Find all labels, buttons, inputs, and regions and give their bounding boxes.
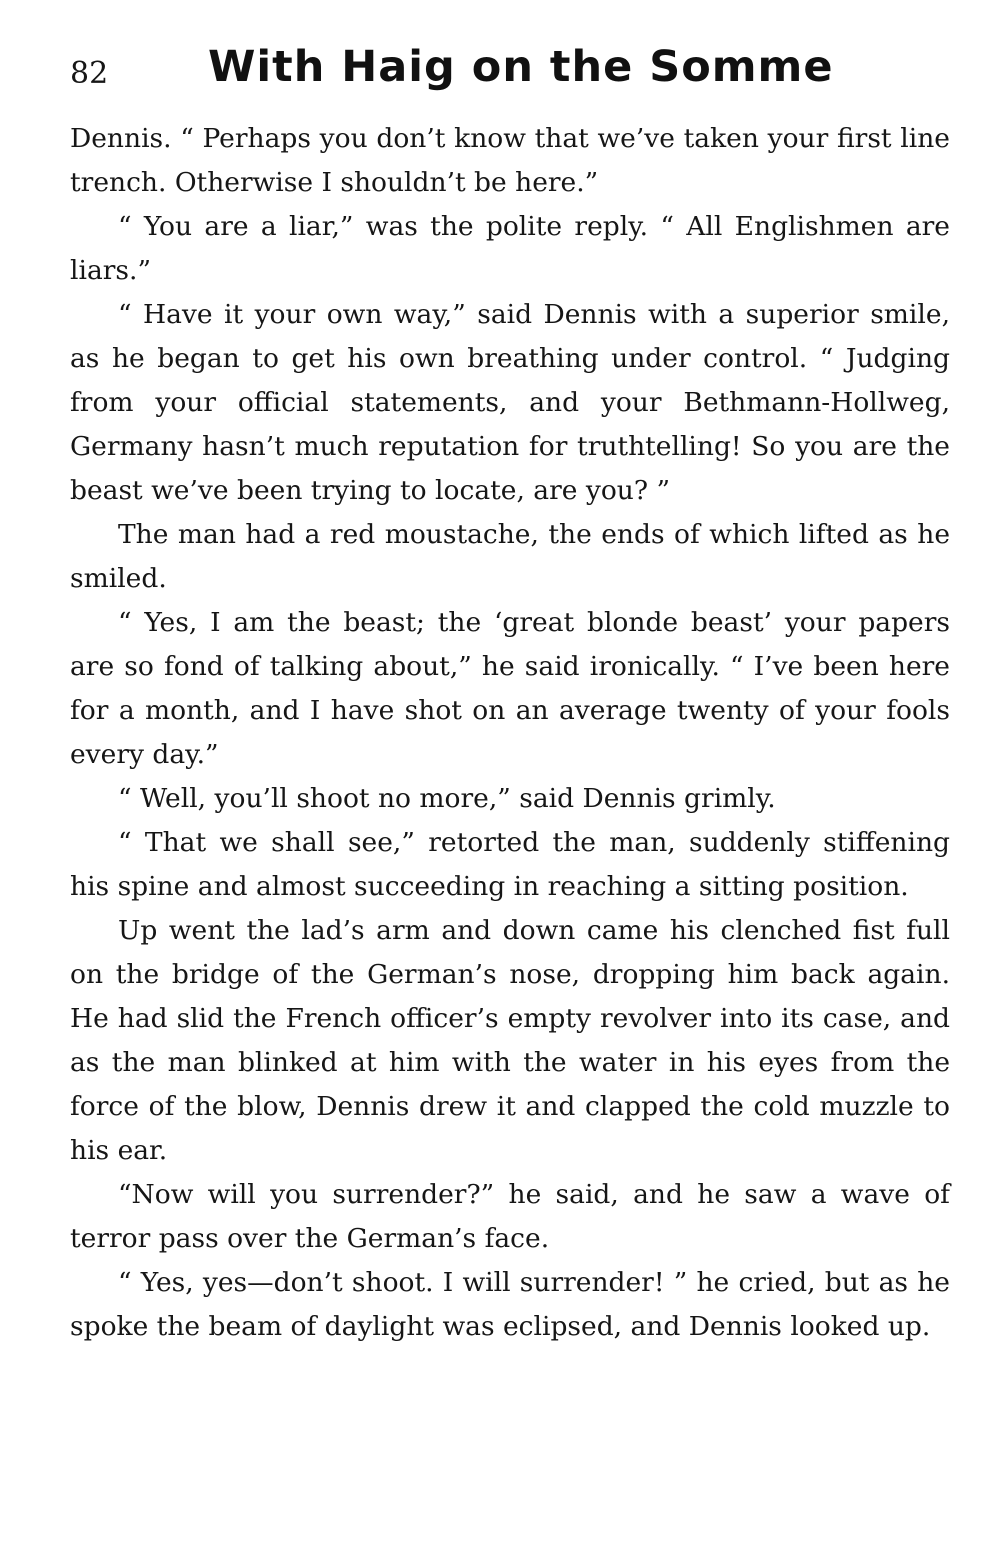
paragraph: “Now will you surrender?” he said, and he saw a wave of terror pass over the German’s face. [70,1179,950,1254]
paragraph: “ Well, you’ll shoot no more,” said Dennis grimly. [118,783,776,814]
paragraph: “ That we shall see,” retorted the man, suddenly stiffening his spine and almost succeeding in reaching a sitting position. [70,827,950,902]
page-number: 82 [70,56,109,91]
paragraph: “ You are a liar,” was the polite reply. “ All Englishmen are liars.” [70,211,950,286]
paragraph: “ Yes, yes—don’t shoot. I will surrender! ” he cried, but as he spoke the beam of daylight was eclipsed, and Dennis looked up. [70,1267,950,1342]
paragraph: The man had a red moustache, the ends of which lifted as he smiled. [70,519,950,594]
body-text [70,117,950,1349]
paragraph: “ Yes, I am the beast; the ‘great blonde beast’ your papers are so fond of talking about,” he said ironically. “ I’ve been here for a month, and I have shot on an average twenty of your fools every day.” [70,607,950,770]
running-title: With Haig on the Somme [208,42,834,92]
page-header [70,42,950,112]
paragraph-continuation: Dennis. “ Perhaps you don’t know that we’ve taken your first line trench. Otherwise I shouldn’t be here.” [70,123,950,198]
paragraph: Up went the lad’s arm and down came his clenched fist full on the bridge of the German’s nose, dropping him back again. He had slid the French officer’s empty revolver into its case, and as the man blinked at him with the water in his eyes from the force of the blow, Dennis drew it and clapped the cold muzzle to his ear. [70,915,950,1166]
paragraph: “ Have it your own way,” said Dennis with a superior smile, as he began to get his own breathing under control. “ Judging from your official statements, and your Bethmann-Hollweg, Germany hasn’t much reputation for truthtelling! So you are the beast we’ve been trying to locate, are you? ” [70,299,950,506]
